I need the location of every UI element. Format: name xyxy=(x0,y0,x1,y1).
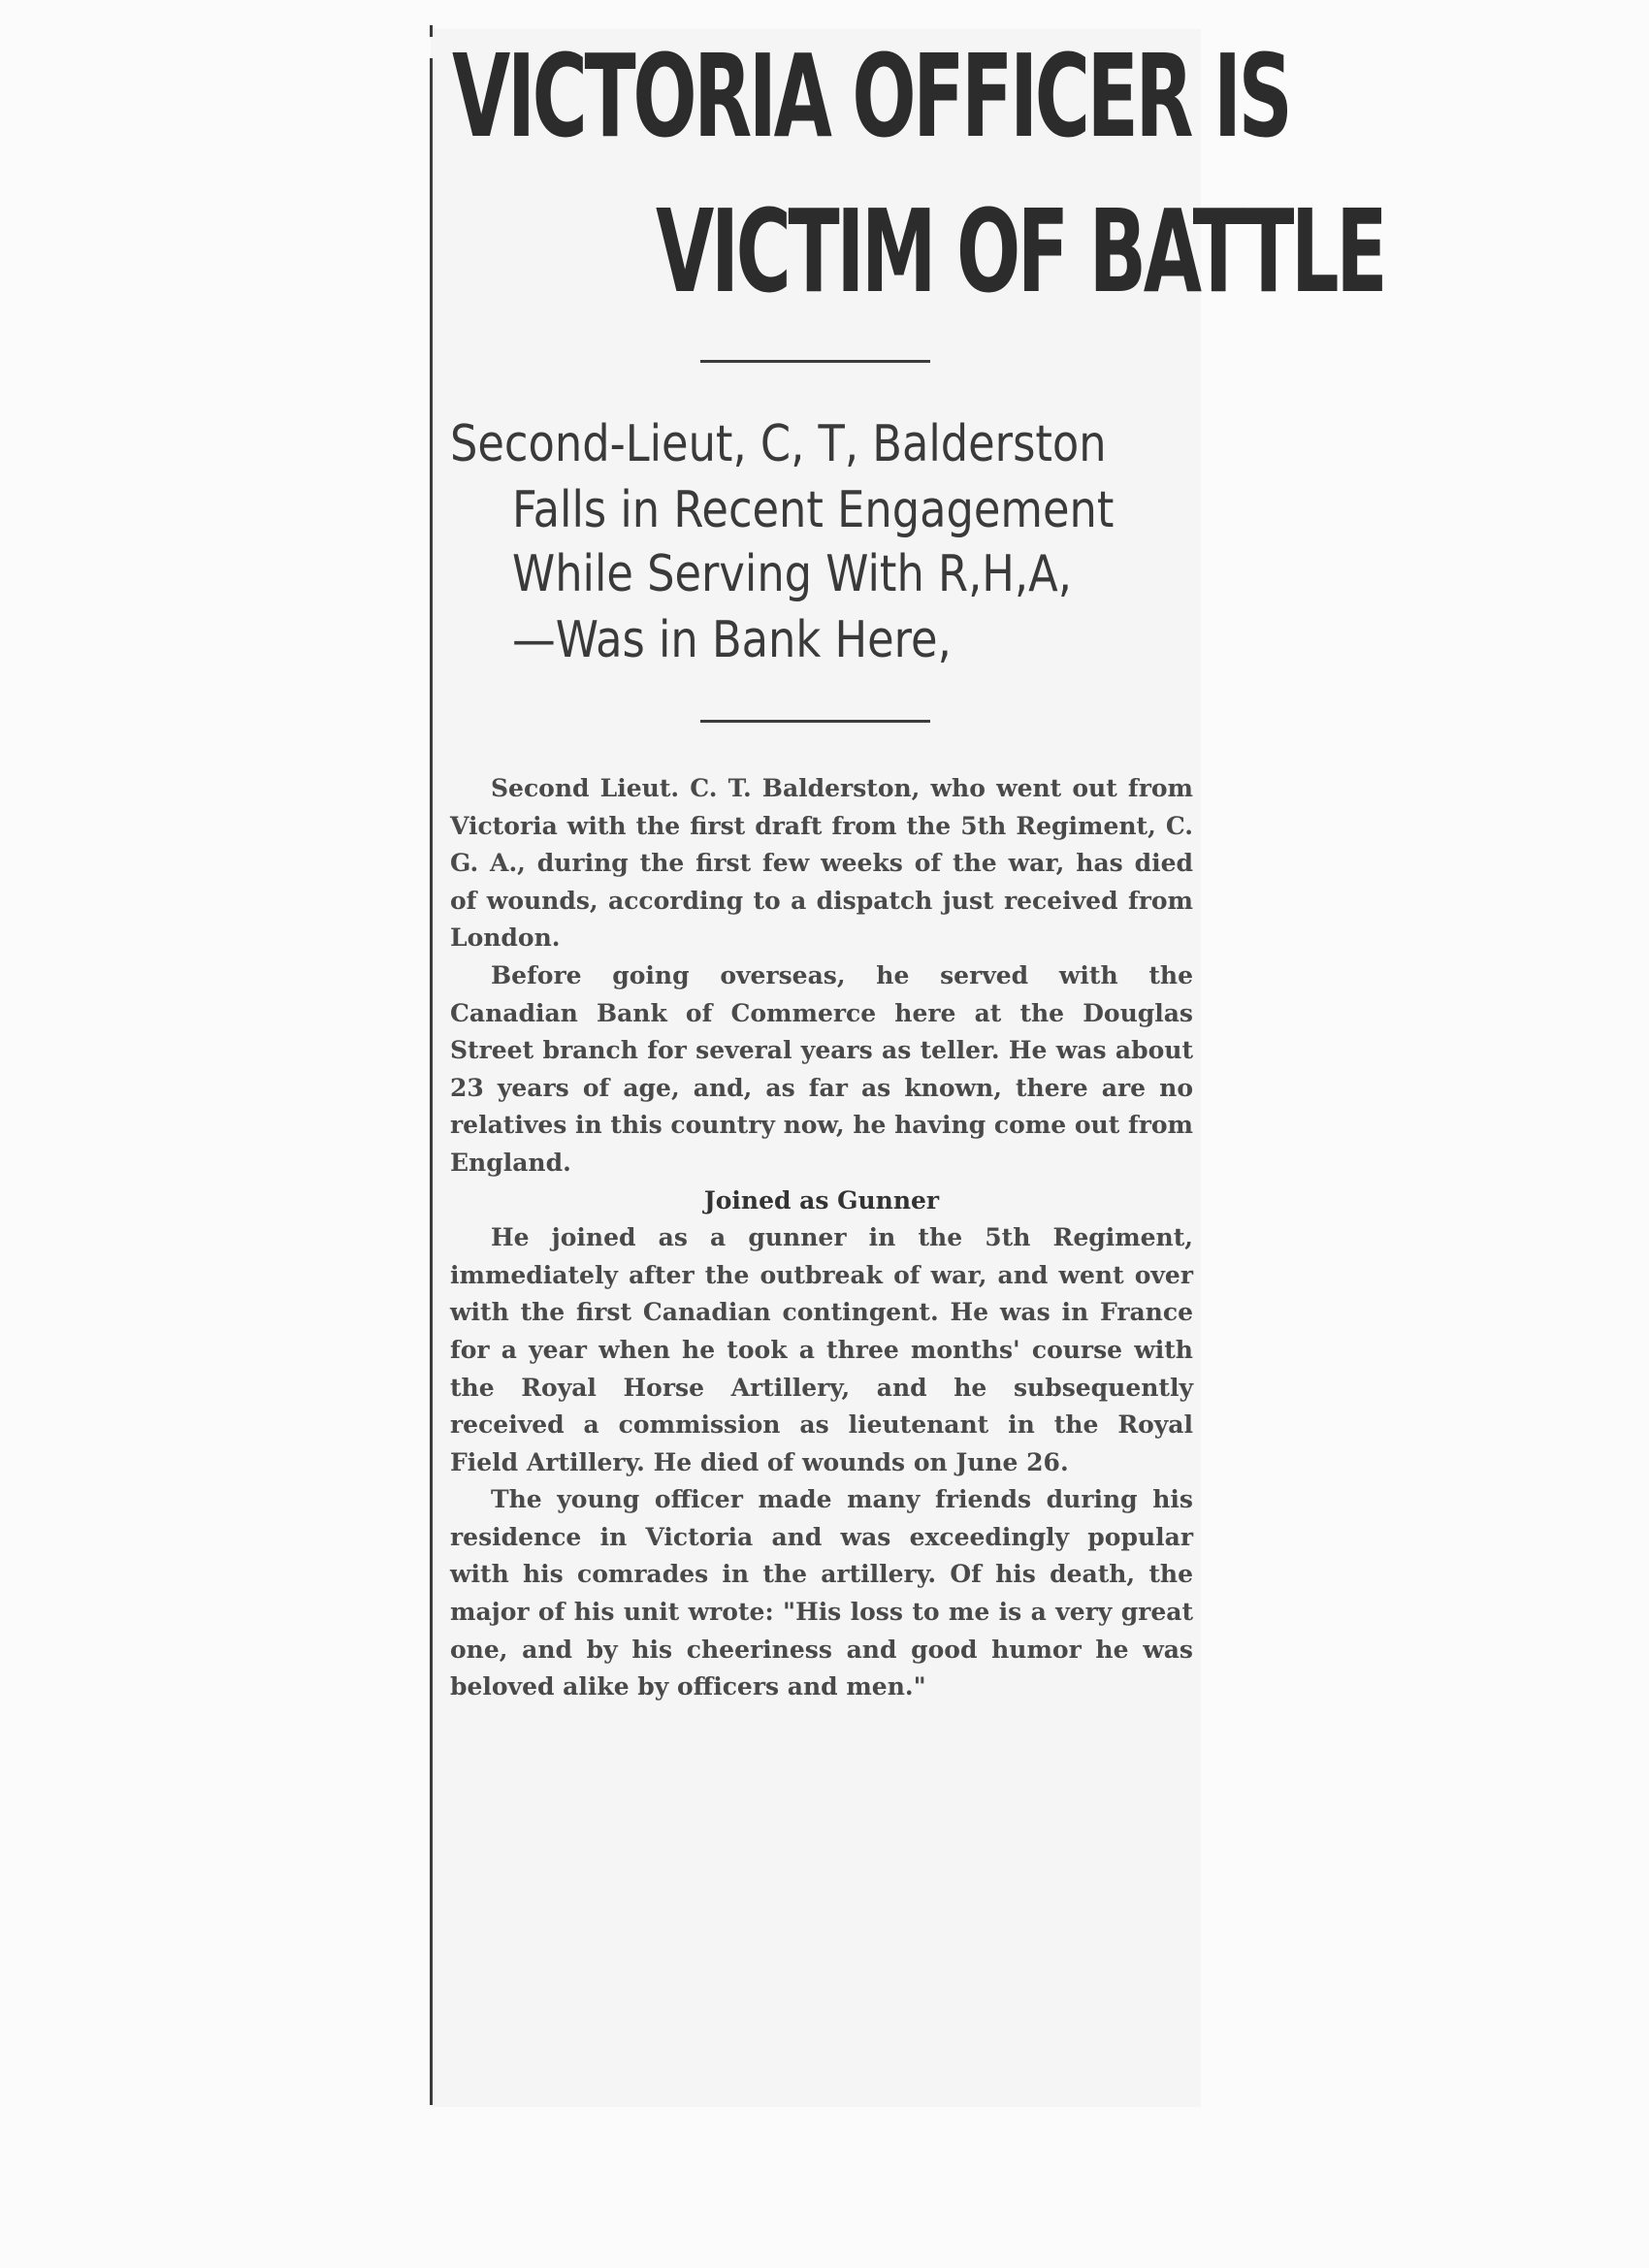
subhead-line-1: Second-Lieut, C, T, Balderston xyxy=(450,415,1107,473)
divider-rule-bottom xyxy=(700,720,930,723)
paragraph-2: Before going overseas, he served with the Canadian Bank of Commerce here at the Douglas Street branch for several years as teller. He was about 23 years of age, and, as far as known, there are no relatives in this country now, he having come out from England. xyxy=(450,960,1194,1177)
column-rule xyxy=(430,58,433,2105)
section-heading: Joined as Gunner xyxy=(703,1185,940,1215)
subhead-line-3: While Serving With R,H,A, xyxy=(512,545,1072,603)
article-body xyxy=(450,770,1193,1706)
headline-line-2: VICTIM OF BATTLE xyxy=(656,184,1385,318)
divider-rule-top xyxy=(700,360,930,363)
paragraph-1: Second Lieut. C. T. Balderston, who went out from Victoria with the first draft from the 5th Regiment, C. G. A., during the first few weeks of the war, has died of wounds, according to a dispatch just received from London. xyxy=(450,774,1193,953)
subhead-line-4: —Was in Bank Here, xyxy=(512,611,952,669)
paragraph-3: He joined as a gunner in the 5th Regiment, immediately after the outbreak of war, and went over with the first Canadian contingent. He was in France for a year when he took a three months' course with the Royal Horse Artillery, and he subsequently received a commission as lieutenant in the Royal Field Artillery. He died of wounds on June 26. xyxy=(450,1223,1193,1476)
paragraph-4: The young officer made many friends during his residence in Victoria and was exceedingly popular with his comrades in the artillery. Of his death, the major of his unit wrote: "His loss to me is a very great one, and by his cheeriness and good humor he was beloved alike by officers and men." xyxy=(450,1485,1193,1701)
headline-line-1: VICTORIA OFFICER IS xyxy=(452,29,1290,163)
column-rule-tick xyxy=(430,25,433,37)
subhead-line-2: Falls in Recent Engagement xyxy=(512,481,1115,539)
